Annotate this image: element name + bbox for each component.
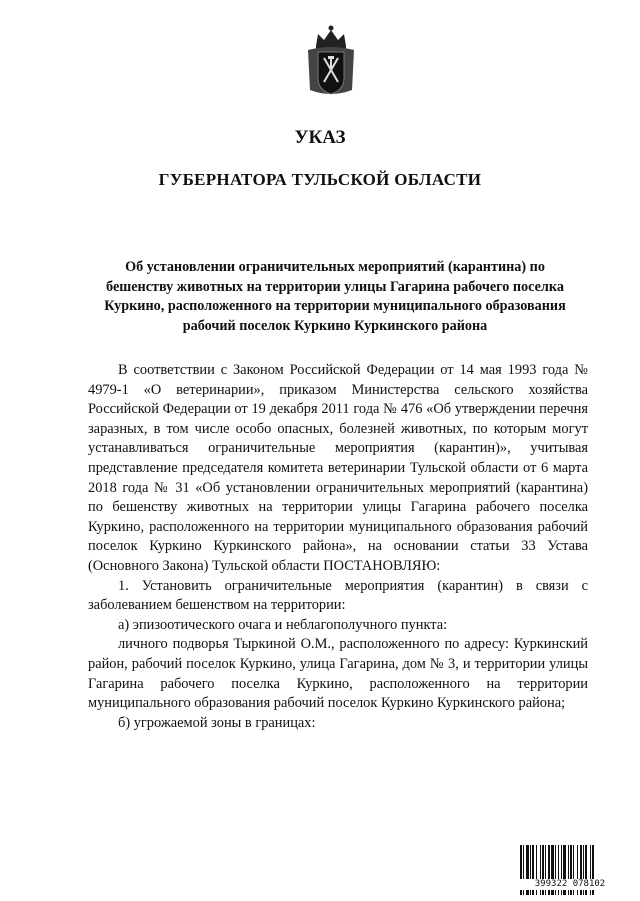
tula-coat-of-arms-emblem: [302, 24, 360, 100]
subclause-a-paragraph: а) эпизоотического очага и неблагополучного пункта:: [118, 616, 448, 633]
subclause-a-details-paragraph: личного подворья Тыркиной О.М., расположенного по адресу: Куркинский район, рабочий поселок Куркино, улица Гагарина, дом № 3, и территории улицы Гагарина рабочего поселка Куркино, расположенного на территории муниципального образования рабочий поселок Куркино Куркинского района;: [88, 636, 588, 712]
clause-1-paragraph: 1. Установить ограничительные мероприятия (карантин) в связи с заболеванием бешенством на территории:: [88, 577, 588, 614]
preamble-paragraph: В соответствии с Законом Российской Федерации от 14 мая 1993 года № 4979-1 «О ветеринарии», приказом Министерства сельского хозяйства Российской Федерации от 19 декабря 2011 года № 476 «Об утверждении перечня заразных, в том числе особо опасных, болезней животных, по которым могут устанавливаться ограничительные мероприятия (карантин)», учитывая представление председателя комитета ветеринарии Тульской области от 6 марта 2018 года № 31 «Об установлении ограничительных мероприятий (карантина) по бешенству животных на территории улицы Гагарина рабочего поселка Куркино, расположенного на территории муниципального образования рабочий поселок Куркино Куркинского района», на основании статьи 33 Устава (Основного Закона) Тульской области ПОСТАНОВЛЯЮ:: [88, 362, 588, 574]
decree-subject: Об установлении ограничительных мероприятий (карантина) по бешенству животных на территории улицы Гагарина рабочего поселка Куркино, расположенного на территории муниципального образования рабочий поселок Куркино Куркинского района: [104, 259, 566, 334]
barcode-number: 399322 078102: [518, 879, 622, 890]
subclause-b-paragraph: б) угрожаемой зоны в границах:: [118, 714, 316, 731]
decree-type-title: УКАЗ: [294, 127, 346, 148]
issuer-title: ГУБЕРНАТОРА ТУЛЬСКОЙ ОБЛАСТИ: [158, 170, 482, 189]
decree-body: [88, 361, 588, 733]
